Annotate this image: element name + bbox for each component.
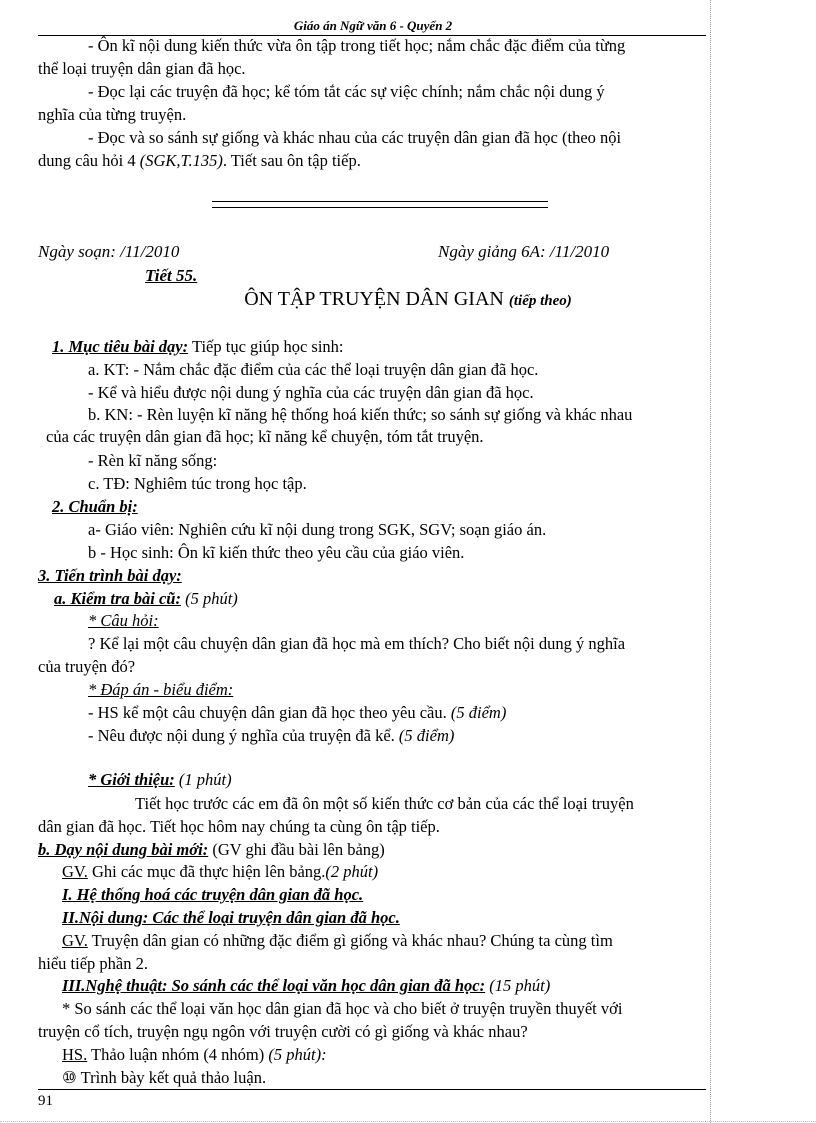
text-line: Tiết học trước các em đã ôn một số kiến thức cơ bản của các thể loại truyện <box>135 794 634 813</box>
lesson-title: ÔN TẬP TRUYỆN DÂN GIAN (tiếp theo) <box>244 288 572 310</box>
text-line: c. TĐ: Nghiêm túc trong học tập. <box>88 474 307 493</box>
text-line: a- Giáo viên: Nghiên cứu kĩ nội dung trong SGK, SGV; soạn giáo án. <box>88 520 547 539</box>
circled-number-10-icon: ⑩ <box>62 1068 77 1087</box>
text-line: - Rèn kĩ năng sống: <box>88 451 218 470</box>
part-2-heading: II.Nội dung: Các thể loại truyện dân gian đã học. <box>62 908 400 927</box>
lesson-number: Tiết 55. <box>145 266 198 285</box>
separator-line <box>212 201 548 208</box>
introduction: * Giới thiệu: (1 phút) <box>88 770 232 789</box>
text-line: - Nêu được nội dung ý nghĩa của truyện đã kể. (5 điểm) <box>88 726 455 745</box>
text-line: - Đọc và so sánh sự giống và khác nhau của các truyện dân gian đã học (theo nội <box>88 128 622 147</box>
text-line: truyện cổ tích, truyện ngụ ngôn với truyện cười có gì giống và khác nhau? <box>38 1022 528 1041</box>
section-objectives: 1. Mục tiêu bài dạy: Tiếp tục giúp học sinh: <box>52 337 344 356</box>
footer-rule <box>38 1089 706 1090</box>
text-line: a. KT: - Nắm chắc đặc điểm của các thể loại truyện dân gian đã học. <box>88 360 539 379</box>
old-lesson-check: a. Kiểm tra bài cũ: (5 phút) <box>54 589 238 608</box>
text-line: b. KN: - Rèn luyện kĩ năng hệ thống hoá kiến thức; so sánh sự giống và khác nhau <box>88 405 633 424</box>
text-line: - Ôn kĩ nội dung kiến thức vừa ôn tập trong tiết học; nắm chắc đặc điểm của từng <box>88 36 626 55</box>
text-line: ? Kể lại một câu chuyện dân gian đã học mà em thích? Cho biết nội dung ý nghĩa <box>88 634 626 653</box>
text-line: - Kể và hiểu được nội dung ý nghĩa của các truyện dân gian đã học. <box>88 383 534 402</box>
text-line: GV. Ghi các mục đã thực hiện lên bảng.(2 phút) <box>62 862 379 881</box>
section-procedure: 3. Tiến trình bài dạy: <box>38 566 182 585</box>
page-border-bottom <box>0 1121 816 1122</box>
question-label: * Câu hỏi: <box>88 611 159 630</box>
teach-date: Ngày giảng 6A: /11/2010 <box>438 242 610 261</box>
text-line: * So sánh các thể loại văn học dân gian đã học và cho biết ở truyện truyền thuyết với <box>62 999 623 1018</box>
text-line: b - Học sinh: Ôn kĩ kiến thức theo yêu cầu của giáo viên. <box>88 543 465 562</box>
page-border-right <box>710 0 711 1123</box>
text-line: nghĩa của từng truyện. <box>38 105 187 124</box>
part-1-heading: I. Hệ thống hoá các truyện dân gian đã học. <box>62 885 364 904</box>
text-line: GV. Truyện dân gian có những đặc điểm gì giống và khác nhau? Chúng ta cùng tìm <box>62 931 613 950</box>
part-3-heading: III.Nghệ thuật: So sánh các thể loại văn học dân gian đã học: (15 phút) <box>62 976 551 995</box>
running-header: Giáo án Ngữ văn 6 - Quyển 2 <box>293 19 453 33</box>
page-number: 91 <box>38 1093 53 1109</box>
prep-date: Ngày soạn: /11/2010 <box>38 242 180 261</box>
text-line: thể loại truyện dân gian đã học. <box>38 59 246 78</box>
new-lesson-heading: b. Dạy nội dung bài mới: (GV ghi đầu bài lên bảng) <box>38 840 385 859</box>
text-line: HS. Thảo luận nhóm (4 nhóm) (5 phút): <box>62 1045 327 1064</box>
text-line: ⑩ Trình bày kết quả thảo luận. <box>62 1068 267 1087</box>
text-line: dân gian đã học. Tiết học hôm nay chúng ta cùng ôn tập tiếp. <box>38 817 440 836</box>
text-line: - HS kể một câu chuyện dân gian đã học theo yêu cầu. (5 điểm) <box>88 703 507 722</box>
text-line: của các truyện dân gian đã học; kĩ năng kể chuyện, tóm tắt truyện. <box>46 427 484 446</box>
answer-label: * Đáp án - biểu điểm: <box>88 680 234 699</box>
section-preparation: 2. Chuẩn bị: <box>52 497 138 516</box>
text-line: hiểu tiếp phần 2. <box>38 954 148 973</box>
text-line: - Đọc lại các truyện đã học; kể tóm tắt các sự việc chính; nắm chắc nội dung ý <box>88 82 605 101</box>
text-line: dung câu hỏi 4 (SGK,T.135). Tiết sau ôn tập tiếp. <box>38 151 361 170</box>
text-line: của truyện đó? <box>38 657 136 676</box>
